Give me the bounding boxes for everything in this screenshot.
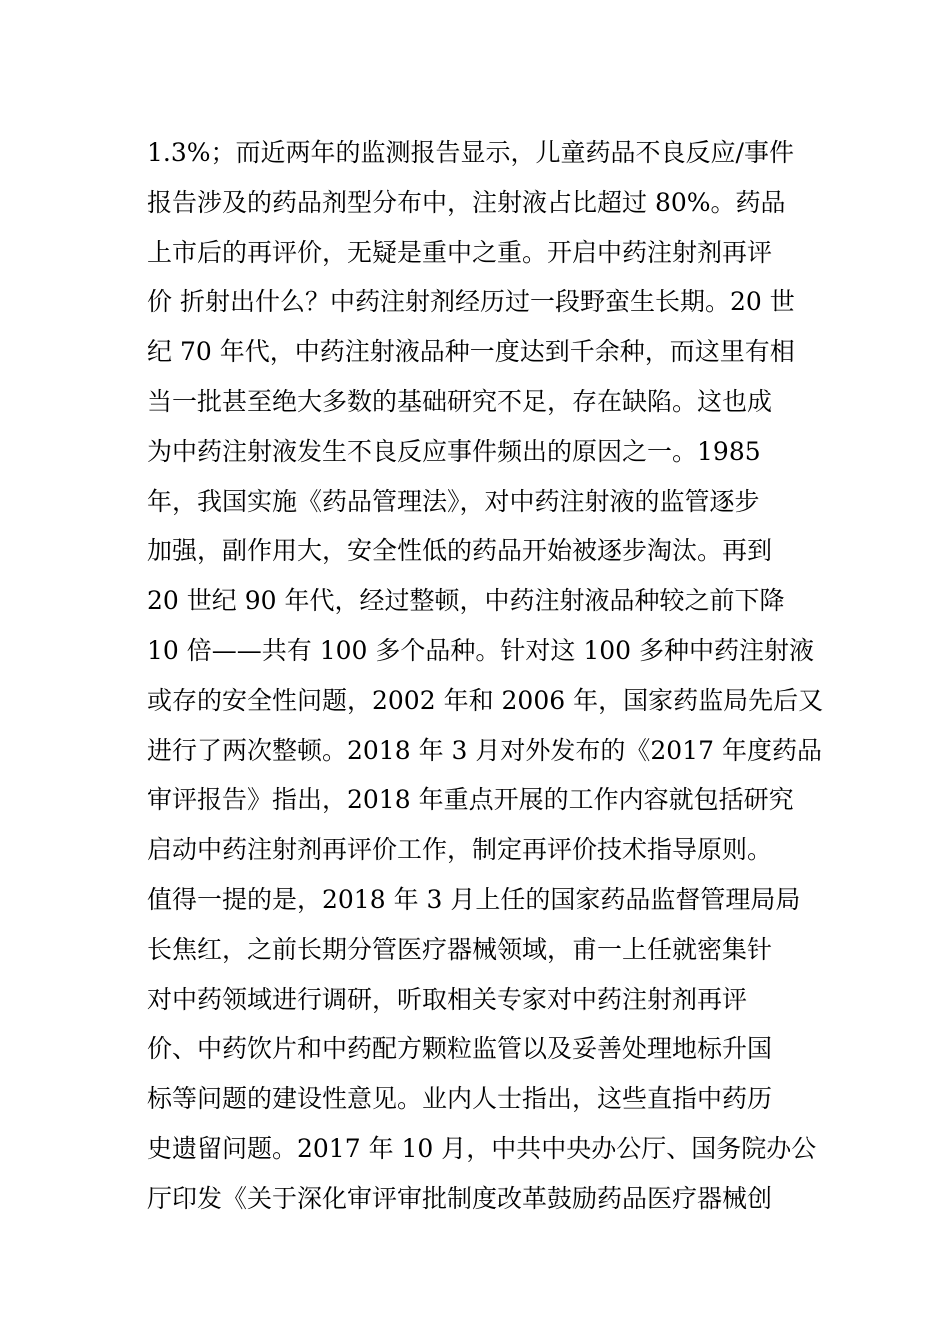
text-line: 启动中药注射剂再评价工作，制定再评价技术指导原则。 xyxy=(147,835,773,865)
text-line: 审评报告》指出，2018 年重点开展的工作内容就包括研究 xyxy=(147,785,794,815)
text-line: 20 世纪 90 年代，经过整顿，中药注射液品种较之前下降 xyxy=(147,586,785,616)
text-line: 标等问题的建设性意见。业内人士指出，这些直指中药历 xyxy=(147,1084,773,1114)
text-line: 年，我国实施《药品管理法》，对中药注射液的监管逐步 xyxy=(147,486,760,516)
text-line: 上市后的再评价，无疑是重中之重。开启中药注射剂再评 xyxy=(147,237,773,267)
text-line: 价 折射出什么？中药注射剂经历过一段野蛮生长期。20 世 xyxy=(147,287,795,317)
text-line: 加强，副作用大，安全性低的药品开始被逐步淘汰。再到 xyxy=(147,536,773,566)
text-line: 10 倍——共有 100 多个品种。针对这 100 多种中药注射液 xyxy=(147,635,814,665)
text-line: 或存的安全性问题，2002 年和 2006 年，国家药监局先后又 xyxy=(147,685,824,715)
text-line: 1.3%；而近两年的监测报告显示，儿童药品不良反应/事件 xyxy=(147,138,794,167)
text-line: 为中药注射液发生不良反应事件频出的原因之一。1985 xyxy=(147,436,761,466)
body-text xyxy=(147,128,827,1224)
text-line: 当一批甚至绝大多数的基础研究不足，存在缺陷。这也成 xyxy=(147,386,773,416)
text-line: 报告涉及的药品剂型分布中，注射液占比超过 80%。药品 xyxy=(147,187,786,217)
text-line: 长焦红，之前长期分管医疗器械领域，甫一上任就密集针 xyxy=(147,934,773,964)
text-line: 纪 70 年代，中药注射液品种一度达到千余种，而这里有相 xyxy=(147,337,795,367)
text-line: 厅印发《关于深化审评审批制度改革鼓励药品医疗器械创 xyxy=(147,1183,773,1213)
text-line: 进行了两次整顿。2018 年 3 月对外发布的《2017 年度药品 xyxy=(147,735,822,765)
text-line: 值得一提的是，2018 年 3 月上任的国家药品监督管理局局 xyxy=(147,884,801,914)
text-line: 价、中药饮片和中药配方颗粒监管以及妥善处理地标升国 xyxy=(147,1034,773,1064)
text-line: 对中药领域进行调研，听取相关专家对中药注射剂再评 xyxy=(147,984,748,1014)
text-line: 史遗留问题。2017 年 10 月，中共中央办公厅、国务院办公 xyxy=(147,1133,817,1163)
